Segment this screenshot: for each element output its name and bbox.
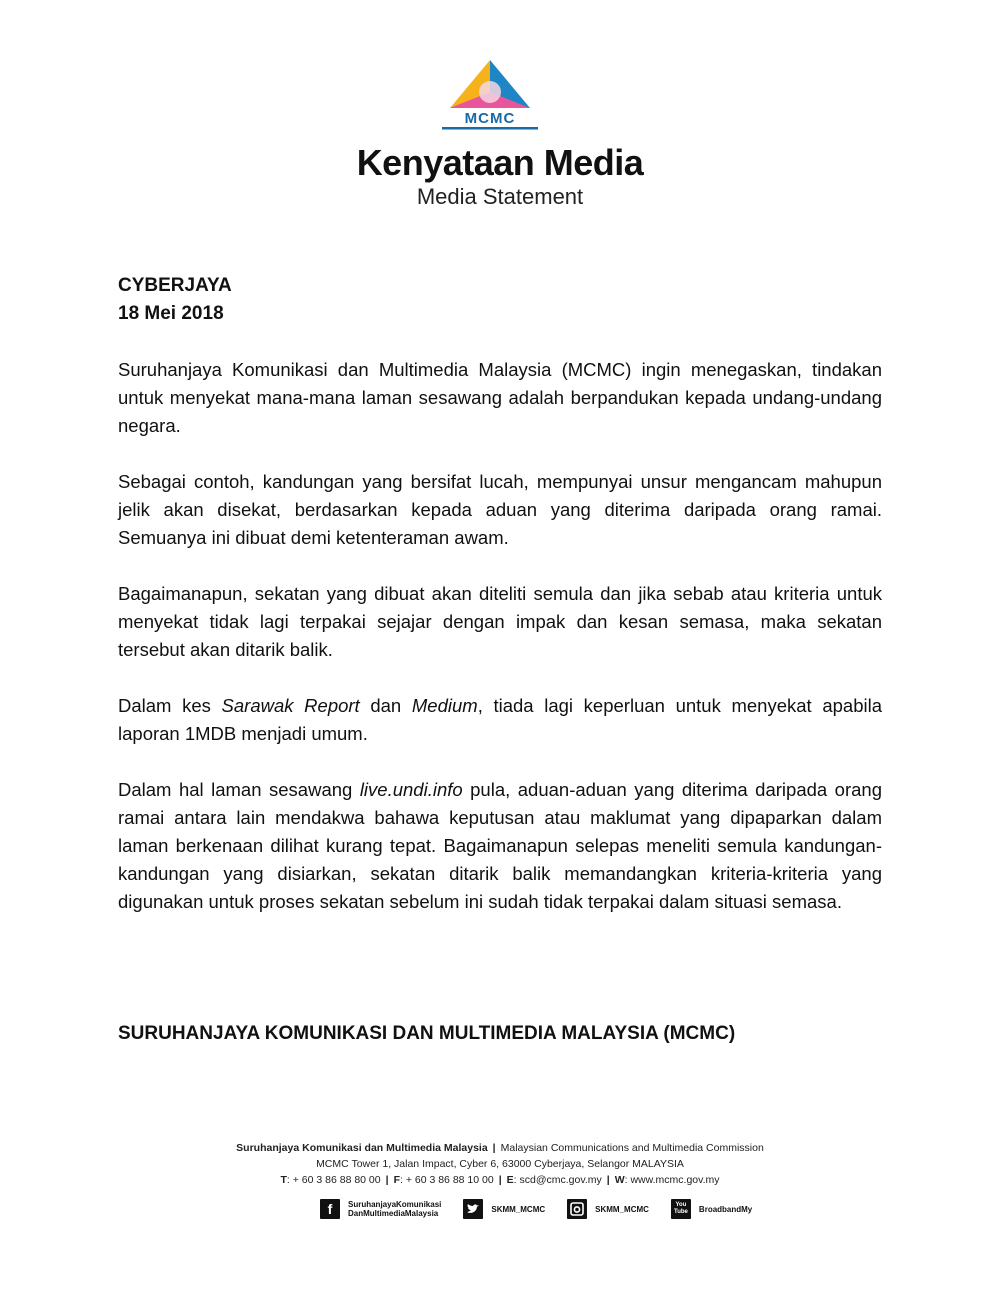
paragraph-5 bbox=[118, 776, 882, 916]
p5-text: Dalam hal laman sesawang bbox=[118, 779, 360, 800]
phone-value: : + 60 3 86 88 80 00 bbox=[286, 1174, 381, 1186]
p5-text: pula, aduan-aduan yang diterima daripada orang ramai antara lain mendakwa bahawa keputusan atau maklumat yang dipaparkan dalam laman berkenaan dilihat kurang tepat. Bagaimanapun selepas meneliti semula kandungan-kandungan yang disiarkan, sekatan ditarik balik memandangkan kriteria-kriteria yang digunakan untuk proses sekatan sebelum ini sudah tidak terpakai dalam situasi semasa. bbox=[118, 779, 882, 912]
page-subtitle: Media Statement bbox=[416, 184, 584, 209]
p4-text: , tiada lagi keperluan untuk menyekat apabila laporan 1MDB menjadi umum. bbox=[118, 695, 882, 744]
facebook-handle-line1: SuruhanjayaKomunikasi bbox=[348, 1200, 442, 1209]
web-value[interactable]: : www.mcmc.gov.my bbox=[624, 1174, 720, 1186]
social-links bbox=[320, 1196, 766, 1222]
facebook-handle[interactable] bbox=[348, 1200, 441, 1218]
separator: | bbox=[385, 1174, 389, 1186]
web-label: W bbox=[614, 1174, 625, 1186]
p4-text: dan bbox=[359, 695, 412, 716]
facebook-handle-line2: DanMultimediaMalaysia bbox=[348, 1209, 439, 1218]
p5-italic-site: live.undi.info bbox=[359, 779, 463, 800]
footer-address: MCMC Tower 1, Jalan Impact, Cyber 6, 63000 Cyberjaya, Selangor MALAYSIA bbox=[316, 1158, 684, 1170]
instagram-icon[interactable] bbox=[567, 1199, 587, 1219]
phone-label: T bbox=[280, 1174, 287, 1186]
paragraph-2: Sebagai contoh, kandungan yang bersifat lucah, mempunyai unsur mengancam mahupun jelik akan disekat, berdasarkan kepada aduan yang diterima daripada orang ramai. Semuanya ini dibuat demi ketenteraman awam. bbox=[118, 471, 882, 548]
p4-italic-sarawak-report: Sarawak Report bbox=[221, 695, 360, 716]
separator: | bbox=[492, 1142, 496, 1154]
separator: | bbox=[606, 1174, 610, 1186]
statement-body bbox=[118, 272, 882, 1044]
footer-org-en: Malaysian Communications and Multimedia Commission bbox=[500, 1142, 764, 1154]
fax-value: : + 60 3 86 88 10 00 bbox=[399, 1174, 494, 1186]
dateline-place: CYBERJAYA bbox=[118, 275, 232, 296]
footer-org-ms: Suruhanjaya Komunikasi dan Multimedia Malaysia bbox=[236, 1142, 488, 1154]
email-label: E bbox=[506, 1174, 514, 1186]
facebook-icon[interactable]: f bbox=[320, 1199, 340, 1219]
footer-org-line bbox=[0, 1140, 1000, 1156]
mcmc-logo bbox=[440, 58, 540, 133]
youtube-handle[interactable]: BroadbandMy bbox=[698, 1204, 753, 1214]
footer bbox=[0, 1140, 1000, 1188]
twitter-handle[interactable]: SKMM_MCMC bbox=[491, 1204, 546, 1214]
email-value[interactable]: : scd@cmc.gov.my bbox=[513, 1174, 602, 1186]
dateline-date: 18 Mei 2018 bbox=[118, 303, 224, 324]
paragraph-3: Bagaimanapun, sekatan yang dibuat akan diteliti semula dan jika sebab atau kriteria untuk menyekat tidak lagi terpakai sejajar dengan impak dan kesan semasa, maka sekatan tersebut akan ditarik balik. bbox=[118, 583, 882, 660]
twitter-icon[interactable] bbox=[463, 1199, 483, 1219]
signature: SURUHANJAYA KOMUNIKASI DAN MULTIMEDIA MALAYSIA (MCMC) bbox=[118, 1023, 736, 1044]
separator: | bbox=[498, 1174, 502, 1186]
paragraph-4 bbox=[118, 692, 882, 748]
fax-label: F bbox=[393, 1174, 400, 1186]
p4-text: Dalam kes bbox=[118, 695, 222, 716]
p4-italic-medium: Medium bbox=[411, 695, 478, 716]
footer-contacts bbox=[0, 1172, 1000, 1188]
youtube-icon[interactable]: You Tube bbox=[671, 1199, 691, 1219]
instagram-handle[interactable]: SKMM_MCMC bbox=[595, 1204, 649, 1214]
logo-text: MCMC bbox=[464, 110, 516, 127]
page-title: Kenyataan Media bbox=[356, 142, 644, 183]
paragraph-1: Suruhanjaya Komunikasi dan Multimedia Malaysia (MCMC) ingin menegaskan, tindakan untuk menyekat mana-mana laman sesawang adalah berpandukan kepada undang-undang negara. bbox=[118, 359, 882, 436]
